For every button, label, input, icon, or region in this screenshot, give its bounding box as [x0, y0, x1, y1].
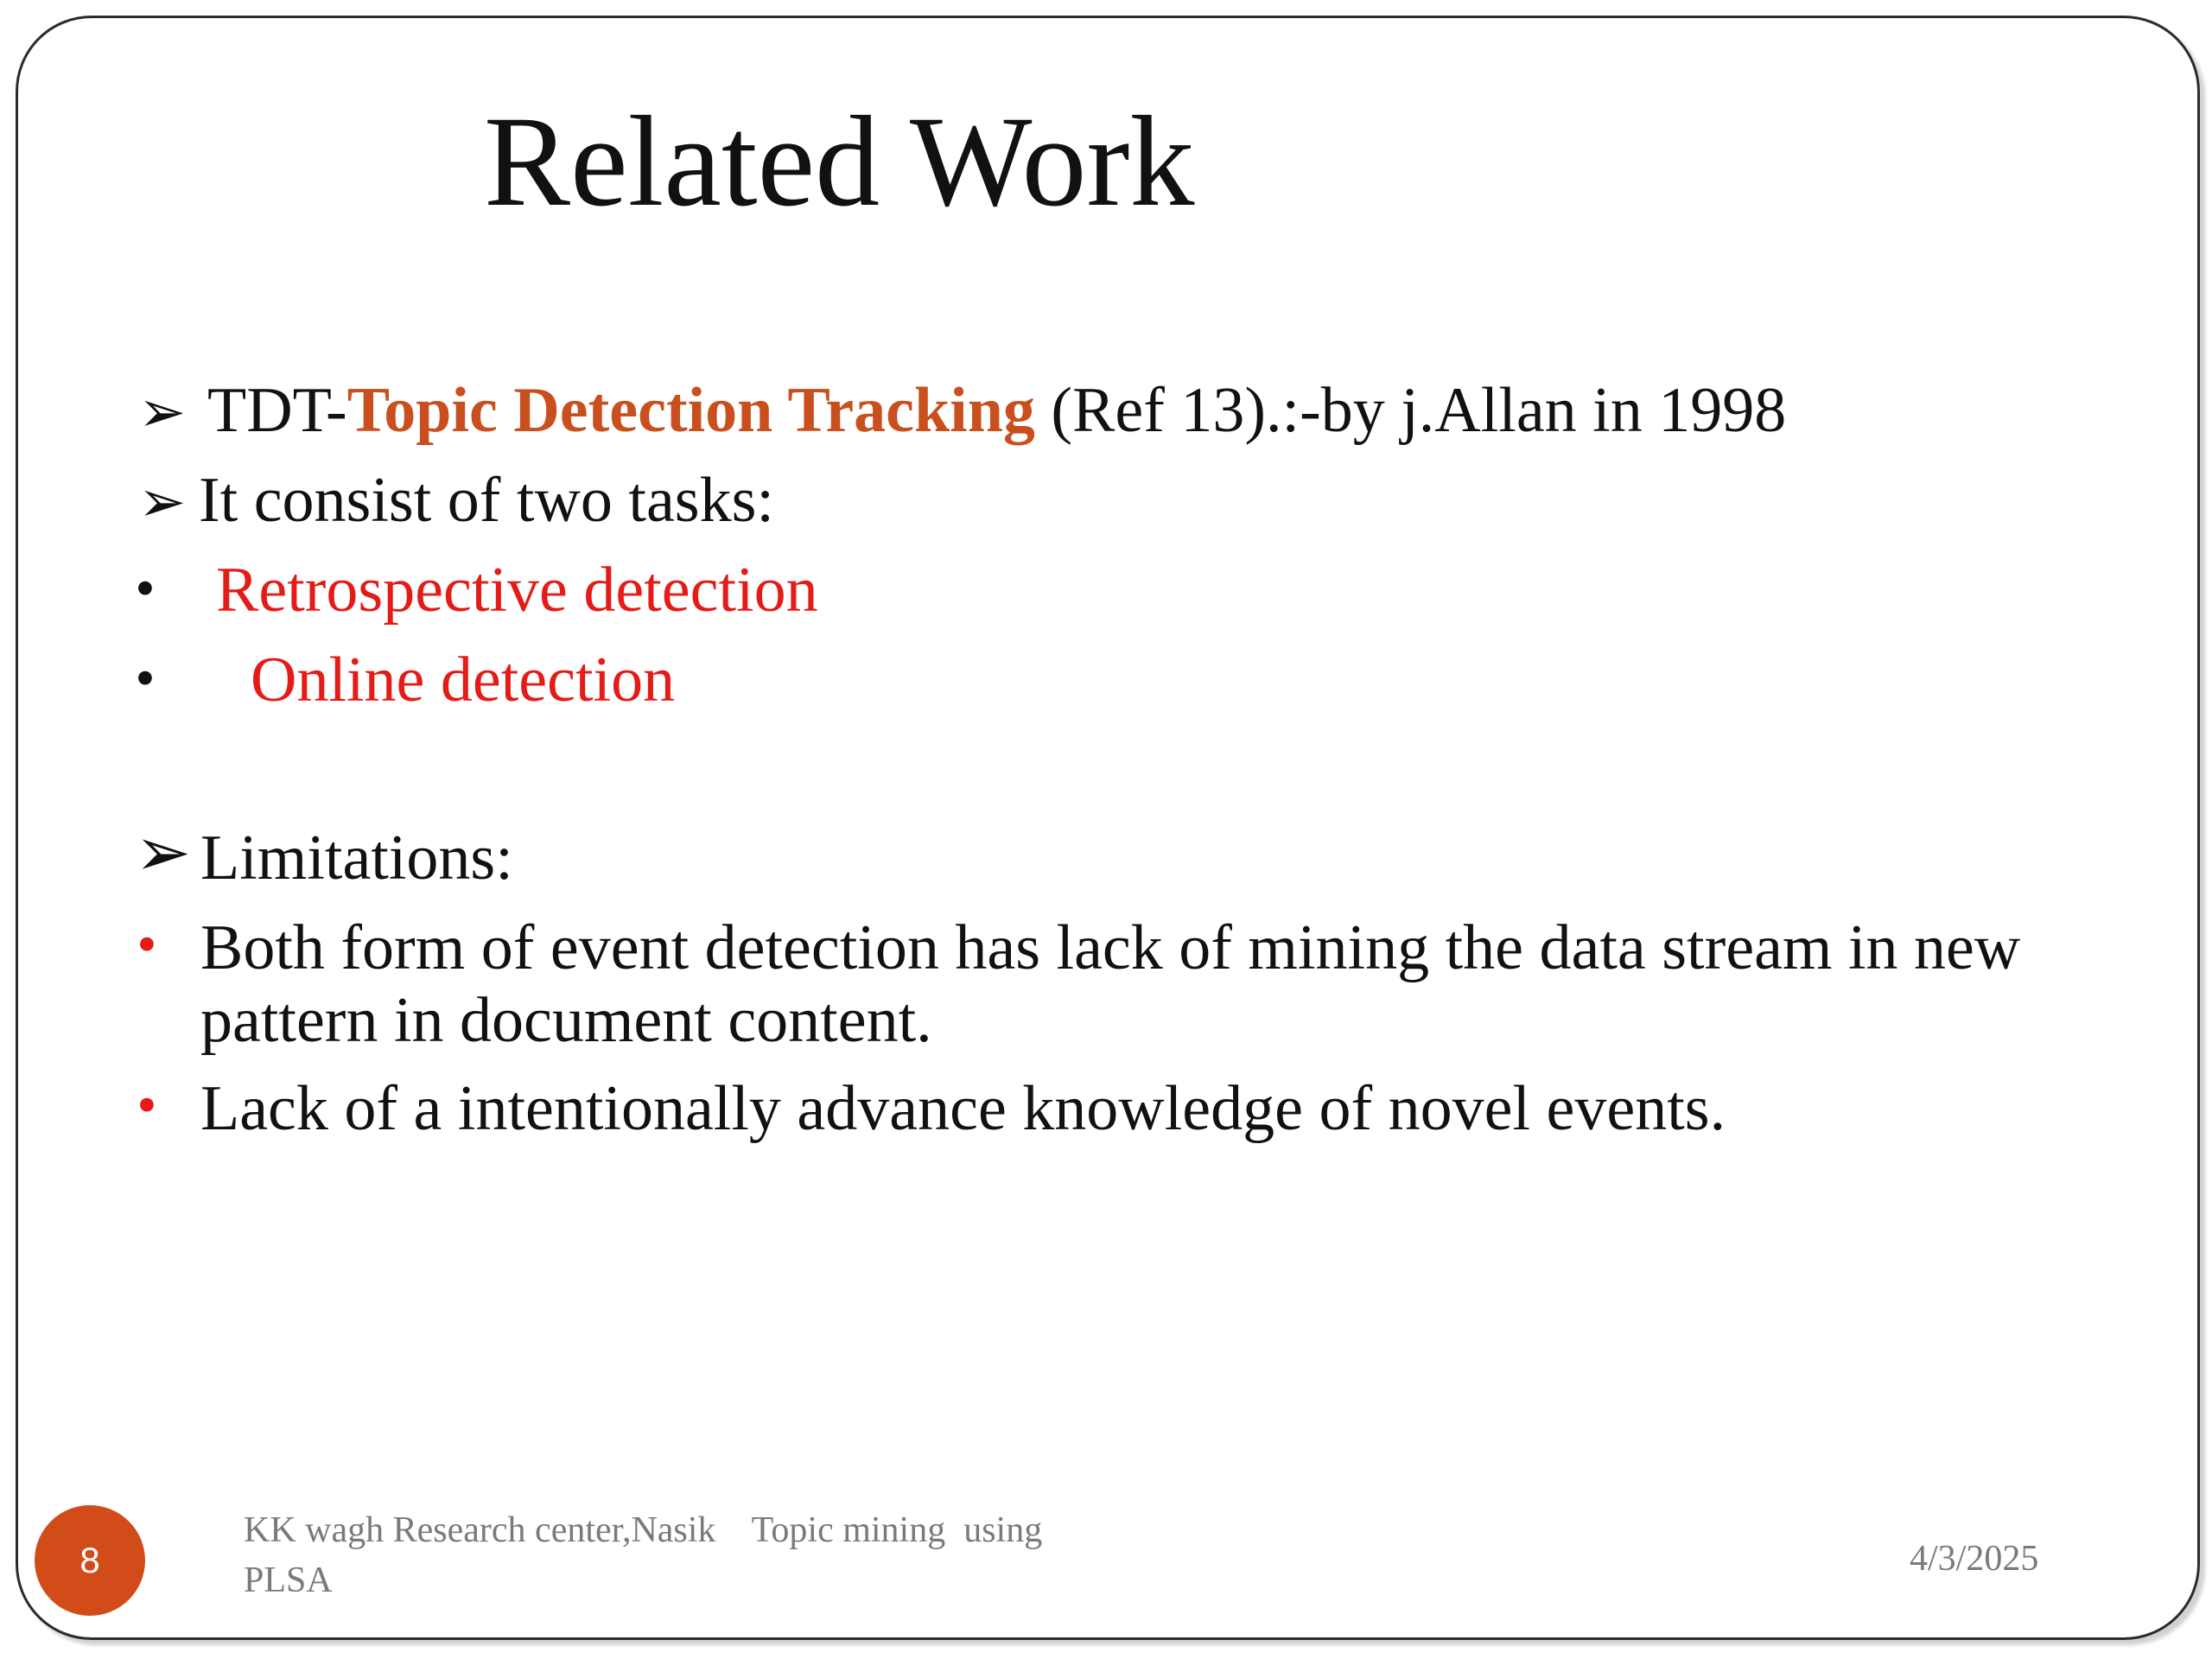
- tasks-intro-line: It consist of two tasks:: [199, 465, 774, 536]
- limitation-1-line1: Both form of event detection has lack of mining the data stream in new: [200, 912, 2021, 983]
- arrow-bullet-icon: ➢: [138, 378, 187, 445]
- tdt-highlight: Topic Detection Tracking: [346, 375, 1035, 446]
- limitation-2: Lack of a intentionally advance knowledge of novel events.: [200, 1073, 1726, 1144]
- tdt-line: [207, 375, 1787, 446]
- page-number-badge: 8: [35, 1505, 145, 1616]
- footer-line-1: KK wagh Research center,Nasik Topic mining using: [244, 1510, 1043, 1550]
- bullet-dot-icon: •: [133, 1079, 161, 1134]
- footer-text: [244, 1505, 1160, 1605]
- task-online: Online detection: [251, 645, 676, 715]
- limitation-1-line2: pattern in document content.: [200, 985, 932, 1056]
- tdt-suffix: (Ref 13).:-by j.Allan in 1998: [1034, 375, 1787, 446]
- tdt-prefix: TDT-: [207, 375, 347, 446]
- bullet-dot-icon: •: [131, 563, 159, 617]
- footer-date: 4/3/2025: [1910, 1539, 2039, 1579]
- slide-title: Related Work: [484, 90, 1195, 233]
- arrow-bullet-icon: ➢: [135, 814, 192, 892]
- footer-line-2: PLSA: [244, 1560, 333, 1600]
- bullet-dot-icon: •: [131, 652, 159, 707]
- limitations-heading: Limitations:: [200, 823, 513, 893]
- bullet-dot-icon: •: [133, 918, 161, 973]
- task-retrospective: Retrospective detection: [216, 555, 818, 626]
- arrow-bullet-icon: ➢: [138, 468, 187, 535]
